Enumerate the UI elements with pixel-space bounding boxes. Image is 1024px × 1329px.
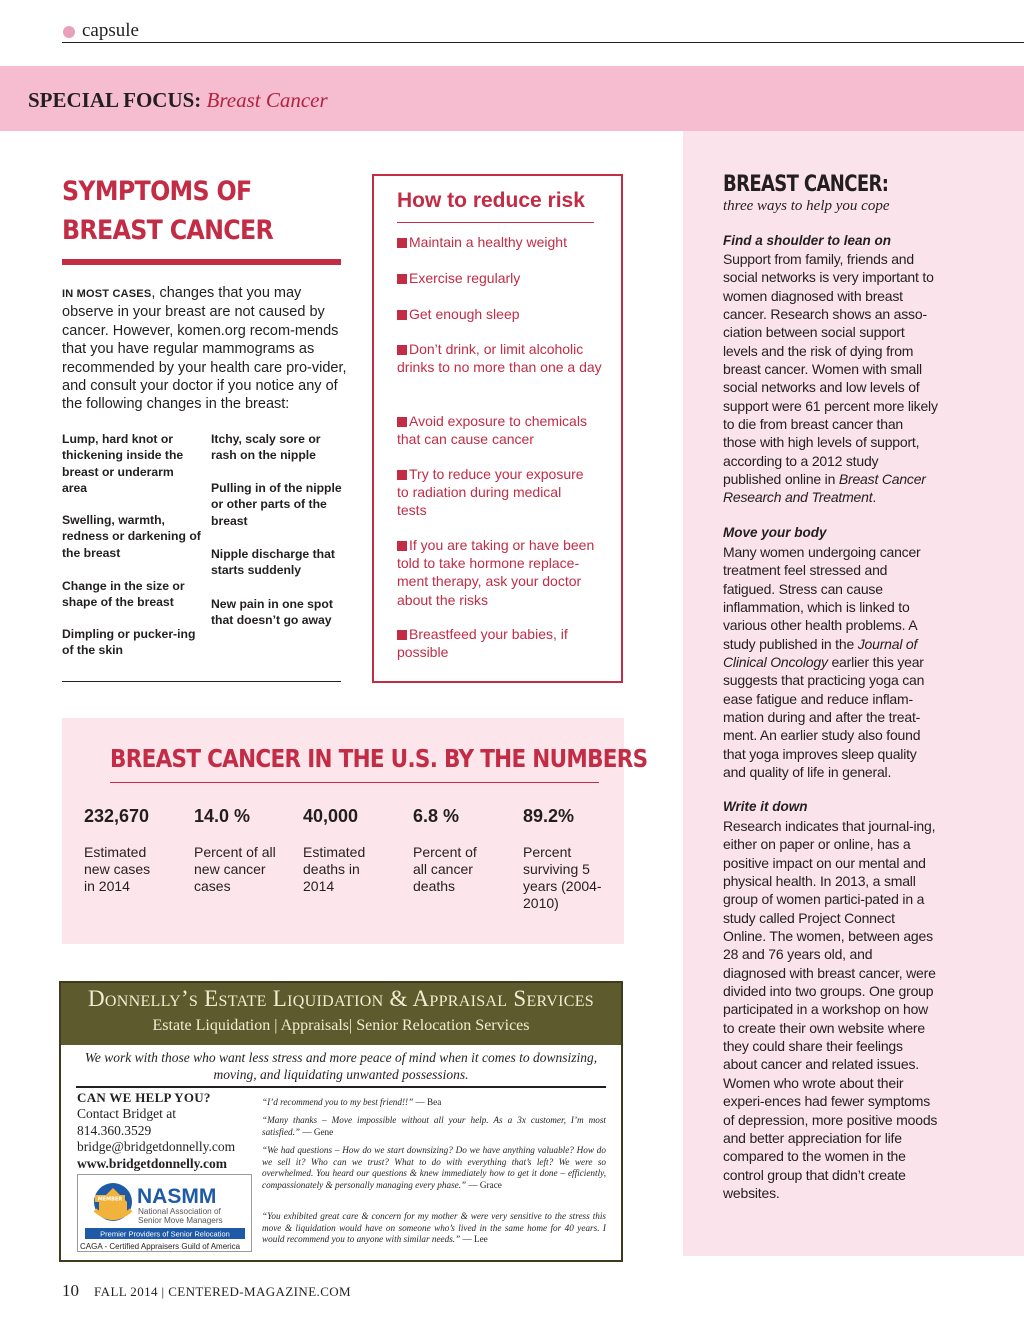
ad-website-link[interactable]: www.bridgetdonnelly.com [77, 1156, 228, 1171]
symptoms-rule [62, 259, 341, 265]
risk-rule [397, 222, 594, 223]
contact-phone[interactable]: 814.360.3529 [77, 1122, 152, 1138]
bullet-square-icon [397, 274, 407, 284]
logo-name-text: NASMM [137, 1185, 217, 1208]
risk-item: Avoid exposure to chemicals that can cause cancer [397, 413, 587, 448]
focus-heading [28, 88, 328, 113]
symptom-item: Itchy, scaly sore or rash on the nipple [211, 432, 321, 463]
stat-label: Estimated new cases in 2014 [84, 844, 151, 894]
risk-item: Get enough sleep [397, 305, 607, 323]
risk-item: Breastfeed your babies, if possible [397, 626, 568, 661]
testimonial: “Many thanks – Move impossible without all your help. As a 3x customer, I’m most satisfied.” — Gene [262, 1115, 606, 1137]
risk-item: Don’t drink, or limit alcoholic drinks to no more than one a day [397, 341, 602, 376]
ad-title: Donnelly’s Estate Liquidation & Appraisal Services [88, 986, 594, 1011]
stat-label: Percent surviving 5 years (2004-2010) [523, 844, 602, 911]
bullet-square-icon [397, 345, 407, 355]
symptoms-title [62, 172, 317, 250]
sidebar-heading: Move your body [723, 525, 827, 540]
symptoms-title-line: BREAST CANCER [62, 215, 274, 246]
ad-subtitle: Estate Liquidation | Appraisals| Senior Relocation Services [152, 1017, 530, 1034]
sidebar-paragraph: Many women undergoing cancer treatment feel stressed and fatigued. Stress can cause inflammation, which is linked to various other health problems. A study published in the Journal of Clinical Oncology earlier this year suggests that practicing yoga can ease fatigue and reduce inflam-mation during and after the treat-ment. An earlier study also found that yoga improves sleep quality and quality of life in general. [723, 544, 925, 781]
section-dot-icon [63, 26, 75, 38]
sidebar-heading: Write it down [723, 799, 808, 814]
numbers-rule [110, 782, 599, 783]
sidebar-subtitle: three ways to help you cope [723, 198, 890, 214]
stat-value: 40,000 [303, 806, 359, 826]
contact-email[interactable]: bridge@bridgetdonnelly.com [77, 1139, 236, 1154]
bullet-square-icon [397, 417, 407, 427]
ad-tagline: We work with those who want less stress and more peace of mind when it comes to downsizing, moving, and liquidating unwanted possessions. [84, 1050, 598, 1082]
symptom-item: Lump, hard knot or thickening inside the breast or underarm area [62, 432, 184, 496]
symptom-item: Pulling in of the nipple or other parts of the breast [211, 481, 342, 528]
risk-item: If you are taking or have been told to take hormone replace-ment therapy, ask your doctor about the risks [397, 537, 595, 608]
stat-label: Percent of all cancer deaths [413, 844, 477, 894]
page-number: 10 [62, 1281, 79, 1300]
symptom-item: Swelling, warmth, redness or darkening of the breast [62, 513, 201, 560]
risk-item: Exercise regularly [397, 269, 607, 287]
risk-item: Maintain a healthy weight [397, 233, 607, 251]
sidebar-title: BREAST CANCER: [723, 172, 889, 197]
stat-label: Estimated deaths in 2014 [303, 844, 366, 894]
sidebar-paragraph: Research indicates that journal-ing, either on paper or online, has a positive impact on our mental and physical health. In 2013, a small group of women partici-pated in a study called Project Connect Online. The women, between ages 28 and 76 years old, and diagnosed with breast cancer, were divided into two groups. One group participated in a workshop on how to create their own website where they could share their feelings about cancer and related issues. Women who wrote about their experi-ences had fewer symptoms of depression, more positive moods and better appreciation for life compared to the women in the control group that didn’t create websites. [723, 818, 938, 1201]
symptom-item: New pain in one spot that doesn’t go away [211, 597, 333, 628]
sidebar-heading: Find a shoulder to lean on [723, 233, 892, 248]
risk-item: Try to reduce your exposure to radiation during medical tests [397, 466, 584, 519]
stat-value: 14.0 % [194, 806, 251, 826]
intro-body: , changes that you may observe in your breast are not caused by cancer. However, komen.org recom-mends that you have regular mammograms as recommended by your health care pro-vider, and consult your doctor if you notice any of the following changes in the breast: [62, 285, 347, 413]
stat-label: Percent of all new cancer cases [194, 844, 276, 894]
testimonial: “You exhibited great care & concern for my mother & were very sensitive to the stress this move & liquidation would have on someone who’s lived in the same home for 40 years. I would recommend you to anyone with similar needs.” — Lee [262, 1211, 606, 1244]
stat-value: 232,670 [84, 806, 150, 826]
symptom-item: Nipple discharge that starts suddenly [211, 547, 335, 578]
header-rule [62, 42, 1024, 43]
focus-label: SPECIAL FOCUS: [28, 88, 202, 112]
stat-value: 6.8 % [413, 806, 460, 826]
bullet-square-icon [397, 470, 407, 480]
sidebar-paragraph: Support from family, friends and social networks is very important to women diagnosed with breast cancer. Research shows an asso-ciation between social support levels and the risk of dying from breast cancer. Women with small social networks and low levels of support were 61 percent more likely to die from breast cancer than those with high levels of support, according to a 2012 study published online in Breast Cancer Research and Treatment. [723, 251, 938, 506]
symptom-item: Dimpling or pucker-ing of the skin [62, 627, 196, 658]
logo-badge-text: MEMBER [97, 1196, 123, 1203]
symptoms-bottom-rule [62, 681, 341, 682]
bullet-square-icon [397, 541, 407, 551]
symptom-item: Change in the size or shape of the breast [62, 579, 185, 610]
logo-fullname-text: Senior Move Managers [138, 1216, 223, 1225]
risk-title: How to reduce risk [397, 189, 585, 212]
ad-rule [76, 1086, 606, 1088]
section-name: capsule [82, 20, 139, 41]
bullet-square-icon [397, 310, 407, 320]
ad-help: CAN WE HELP YOU? [77, 1090, 211, 1105]
logo-fullname-text: National Association of [138, 1207, 221, 1216]
footer-text: FALL 2014 | CENTERED-MAGAZINE.COM [94, 1284, 352, 1299]
symptoms-title-line: SYMPTOMS OF [62, 176, 252, 207]
numbers-title: BREAST CANCER IN THE U.S. BY THE NUMBERS [110, 744, 648, 773]
testimonial: “We had questions – How do we start downsizing? Do we have anything valuable? How do we sell it? Who can we trust? What to do with everything that’s left? We were so overwhelmed. You heard our questions & knew immediately how to get it done – efficiently, compassionately & personally managing every phase.” — Grace [262, 1145, 606, 1190]
testimonial: “I’d recommend you to my best friend!!” — Bea [262, 1097, 442, 1107]
focus-topic: Breast Cancer [206, 88, 328, 112]
ad-contact [77, 1106, 235, 1156]
intro-lead: IN MOST CASES [62, 288, 152, 300]
stat-value: 89.2% [523, 806, 575, 826]
contact-line: Contact Bridget at [77, 1106, 176, 1121]
bullet-square-icon [397, 630, 407, 640]
bullet-square-icon [397, 238, 407, 248]
caga-credit: CAGA - Certified Appraisers Guild of America [80, 1242, 241, 1251]
logo-slogan-text: Premier Providers of Senior Relocation [100, 1229, 230, 1239]
symptoms-intro [62, 284, 347, 414]
nasmm-logo-icon [85, 1176, 245, 1242]
